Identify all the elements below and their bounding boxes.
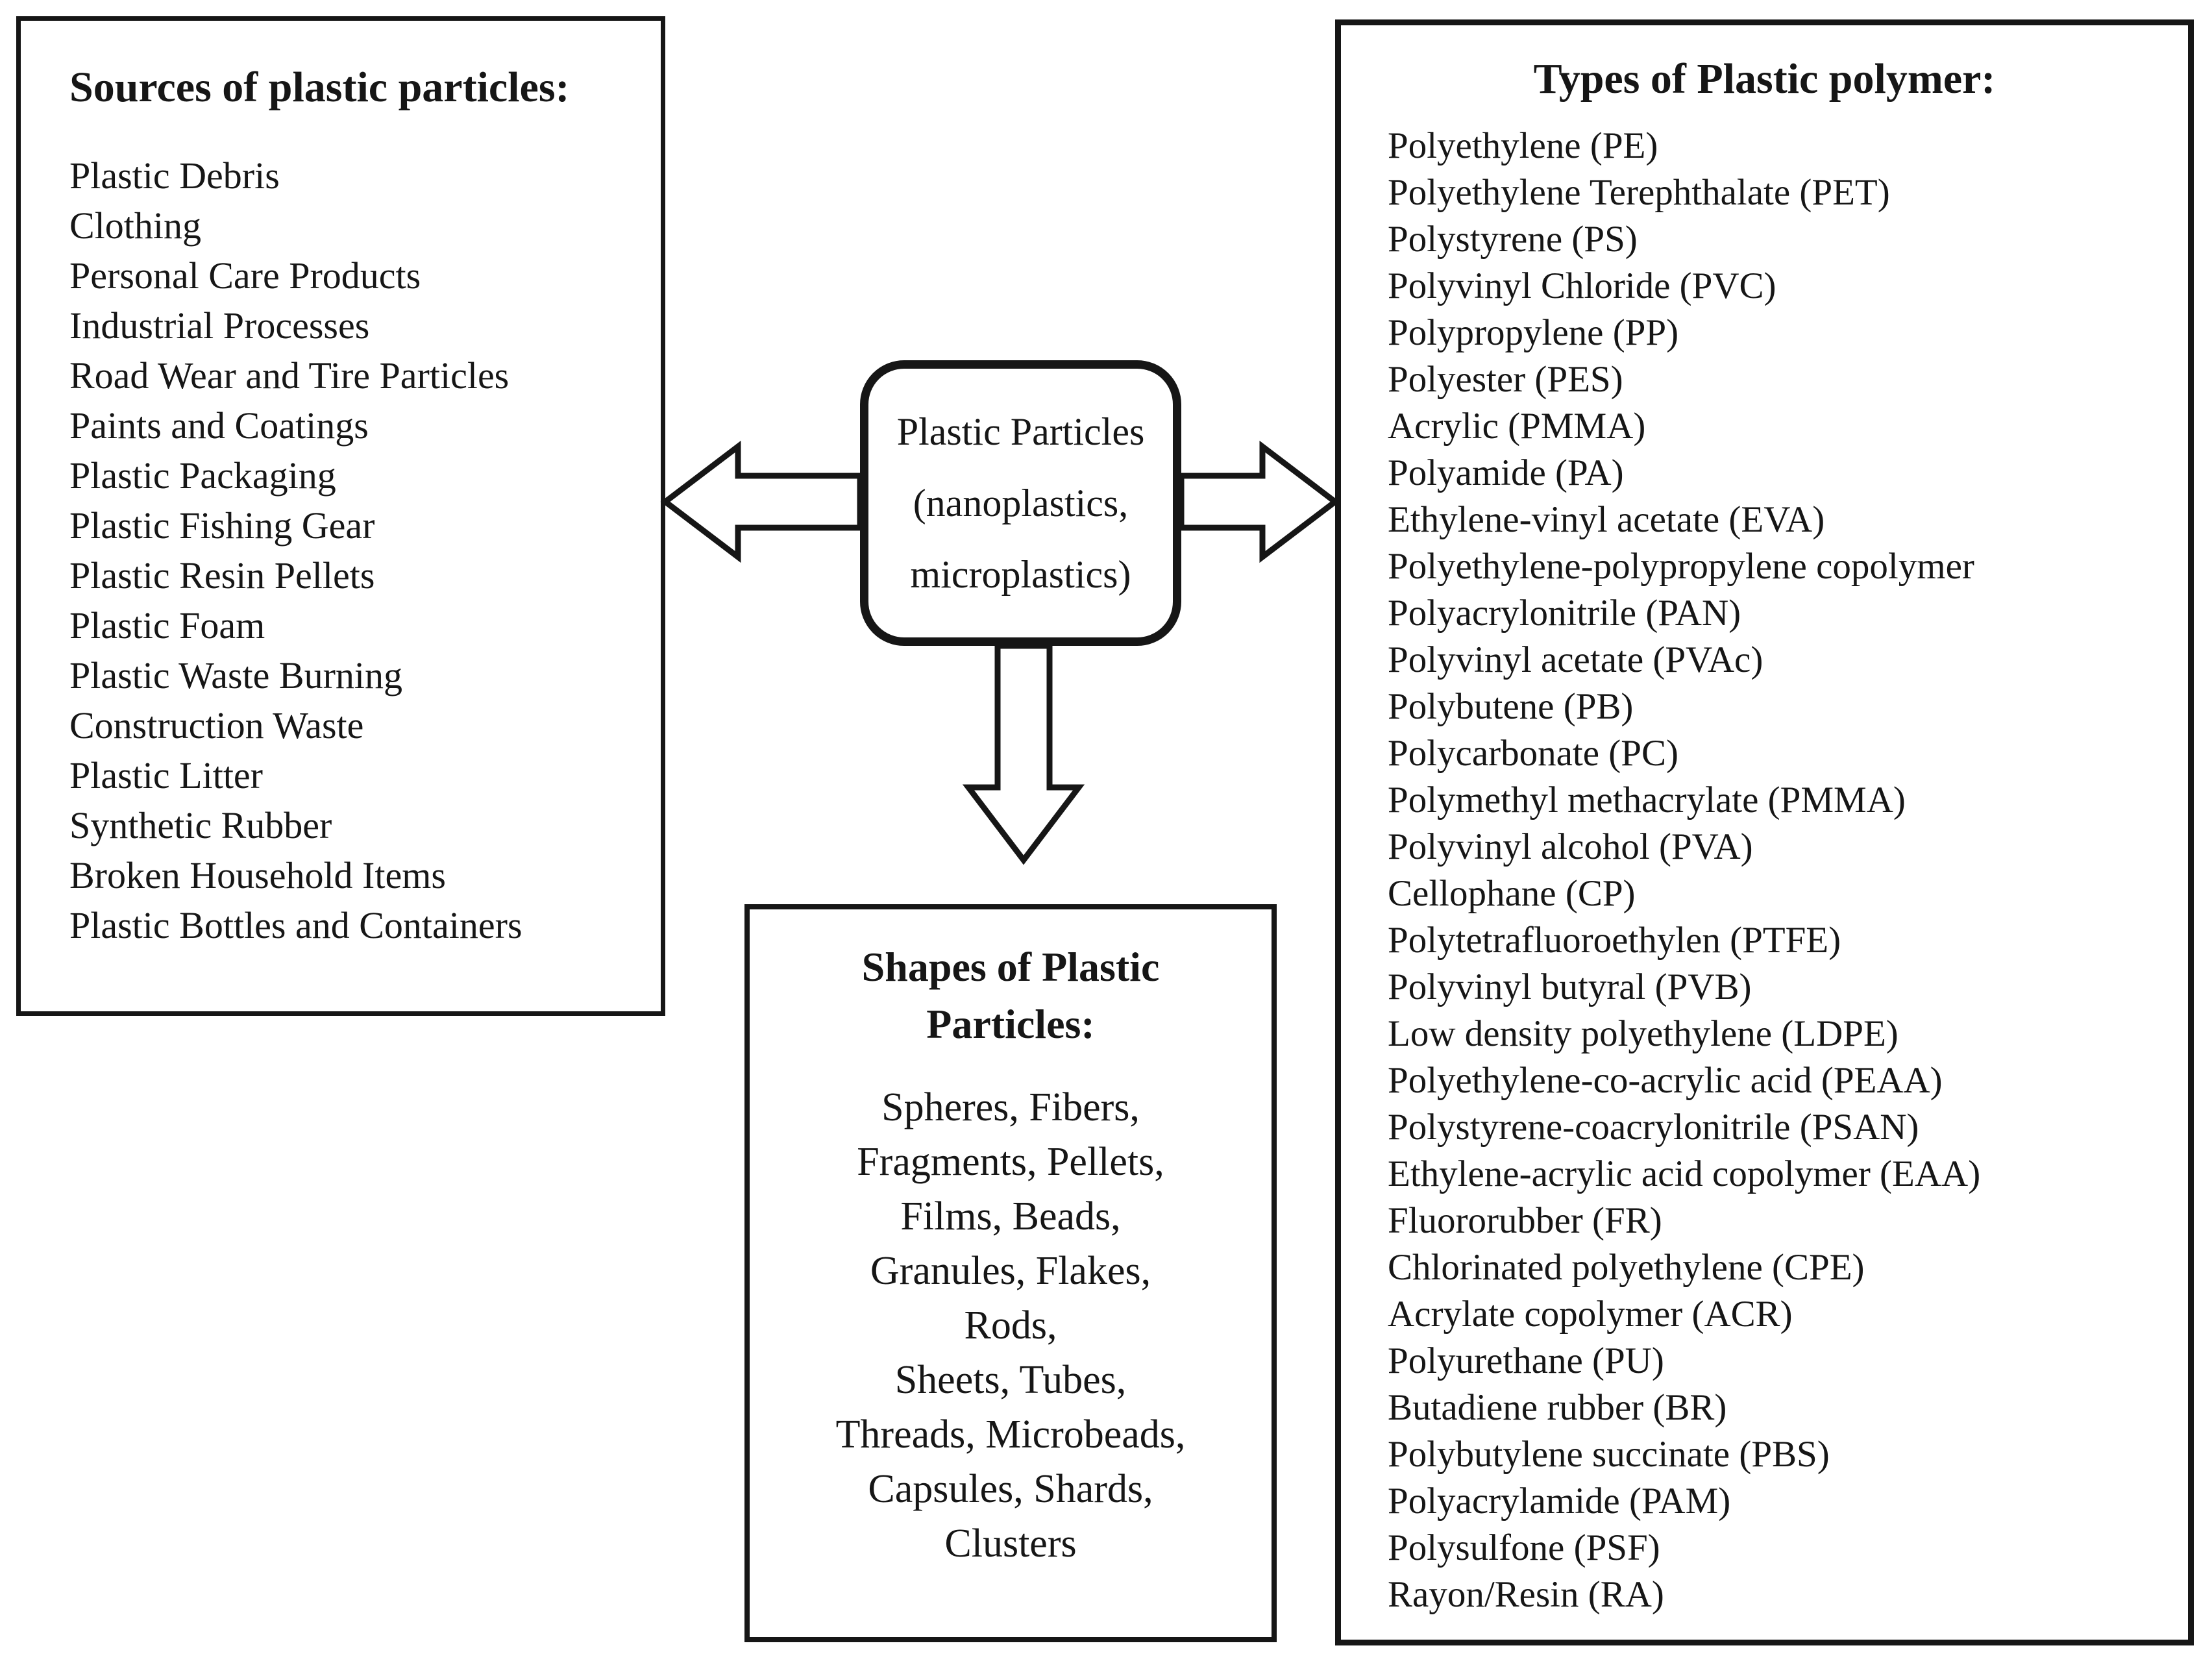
- center-line-1: Plastic Particles: [896, 410, 1145, 453]
- polymer-item: Polyacrylonitrile (PAN): [1388, 593, 1741, 634]
- source-item: Clothing: [69, 204, 202, 247]
- source-item: Construction Waste: [69, 704, 364, 746]
- sources-list: [69, 151, 638, 950]
- center-line-2: (nanoplastics,: [913, 482, 1129, 524]
- shape-line: Granules, Flakes,: [870, 1249, 1151, 1293]
- shapes-title-line-2: Particles:: [926, 1001, 1095, 1047]
- polymer-item: Polyethylene-co-acrylic acid (PEAA): [1388, 1060, 1943, 1101]
- polymer-item: Polyvinyl butyral (PVB): [1388, 967, 1752, 1007]
- polymer-item: Chlorinated polyethylene (CPE): [1388, 1247, 1865, 1288]
- polymer-item: Fluororubber (FR): [1388, 1200, 1662, 1241]
- left-block-arrow-icon: [665, 440, 860, 563]
- down-block-arrow-icon: [962, 646, 1085, 860]
- shape-line: Fragments, Pellets,: [857, 1140, 1164, 1184]
- source-item: Plastic Debris: [69, 154, 280, 197]
- polymers-list: [1360, 123, 2169, 1618]
- polymer-item: Polyvinyl alcohol (PVA): [1388, 826, 1753, 867]
- source-item: Plastic Bottles and Containers: [69, 904, 522, 946]
- polymer-item: Polybutene (PB): [1388, 686, 1634, 727]
- shapes-title-line-1: Shapes of Plastic: [861, 944, 1160, 990]
- source-item: Plastic Resin Pellets: [69, 554, 375, 597]
- source-item: Plastic Packaging: [69, 454, 336, 497]
- polymer-item: Polyamide (PA): [1388, 452, 1624, 493]
- polymer-item: Low density polyethylene (LDPE): [1388, 1013, 1899, 1054]
- polymer-item: Acrylic (PMMA): [1388, 406, 1646, 447]
- center-line-3: microplastics): [910, 553, 1131, 596]
- polymer-item: Acrylate copolymer (ACR): [1388, 1294, 1793, 1335]
- polymer-item: Polyester (PES): [1388, 359, 1623, 400]
- source-item: Paints and Coatings: [69, 404, 369, 447]
- right-block-arrow-icon: [1181, 440, 1335, 563]
- polymer-item: Polyethylene-polypropylene copolymer: [1388, 546, 1974, 587]
- polymer-item: Polyvinyl acetate (PVAc): [1388, 639, 1763, 680]
- sources-title: Sources of plastic particles:: [69, 64, 570, 111]
- polymer-item: Polystyrene-coacrylonitrile (PSAN): [1388, 1107, 1919, 1148]
- polymer-item: Polycarbonate (PC): [1388, 733, 1678, 774]
- source-item: Personal Care Products: [69, 254, 421, 297]
- sources-box: [16, 16, 665, 1016]
- polymer-item: Rayon/Resin (RA): [1388, 1574, 1664, 1615]
- center-node: [860, 360, 1181, 646]
- source-item: Synthetic Rubber: [69, 804, 332, 846]
- polymers-title: Types of Plastic polymer:: [1533, 55, 1996, 103]
- polymer-item: Butadiene rubber (BR): [1388, 1387, 1727, 1428]
- polymer-item: Cellophane (CP): [1388, 873, 1636, 914]
- polymers-box: [1335, 19, 2194, 1645]
- shape-line: Rods,: [964, 1303, 1057, 1348]
- polymer-item: Ethylene-acrylic acid copolymer (EAA): [1388, 1153, 1981, 1194]
- shapes-lines: [761, 1080, 1260, 1571]
- shape-line: Capsules, Shards,: [868, 1467, 1153, 1511]
- polymer-item: Polyethylene Terephthalate (PET): [1388, 172, 1890, 213]
- polymer-item: Polymethyl methacrylate (PMMA): [1388, 780, 1906, 820]
- polymer-item: Polyacrylamide (PAM): [1388, 1481, 1731, 1521]
- source-item: Broken Household Items: [69, 854, 446, 896]
- polymer-item: Polyurethane (PU): [1388, 1340, 1664, 1381]
- shapes-title: [761, 939, 1260, 1053]
- source-item: Industrial Processes: [69, 304, 370, 347]
- source-item: Road Wear and Tire Particles: [69, 354, 510, 397]
- source-item: Plastic Waste Burning: [69, 654, 402, 696]
- polymer-item: Polyethylene (PE): [1388, 125, 1658, 166]
- shapes-box: [744, 904, 1277, 1642]
- shape-line: Spheres, Fibers,: [881, 1085, 1140, 1129]
- source-item: Plastic Foam: [69, 604, 265, 647]
- source-item: Plastic Litter: [69, 754, 263, 796]
- shape-line: Clusters: [944, 1521, 1077, 1566]
- polymer-item: Polypropylene (PP): [1388, 312, 1679, 353]
- polymer-item: Polytetrafluoroethylen (PTFE): [1388, 920, 1841, 961]
- polymer-item: Polystyrene (PS): [1388, 219, 1638, 260]
- shape-line: Sheets, Tubes,: [894, 1358, 1127, 1402]
- polymer-item: Polysulfone (PSF): [1388, 1527, 1660, 1568]
- polymer-item: Polyvinyl Chloride (PVC): [1388, 265, 1776, 306]
- polymer-item: Ethylene-vinyl acetate (EVA): [1388, 499, 1825, 540]
- source-item: Plastic Fishing Gear: [69, 504, 375, 547]
- shape-line: Films, Beads,: [900, 1194, 1121, 1238]
- polymer-item: Polybutylene succinate (PBS): [1388, 1434, 1830, 1475]
- shape-line: Threads, Microbeads,: [835, 1412, 1186, 1457]
